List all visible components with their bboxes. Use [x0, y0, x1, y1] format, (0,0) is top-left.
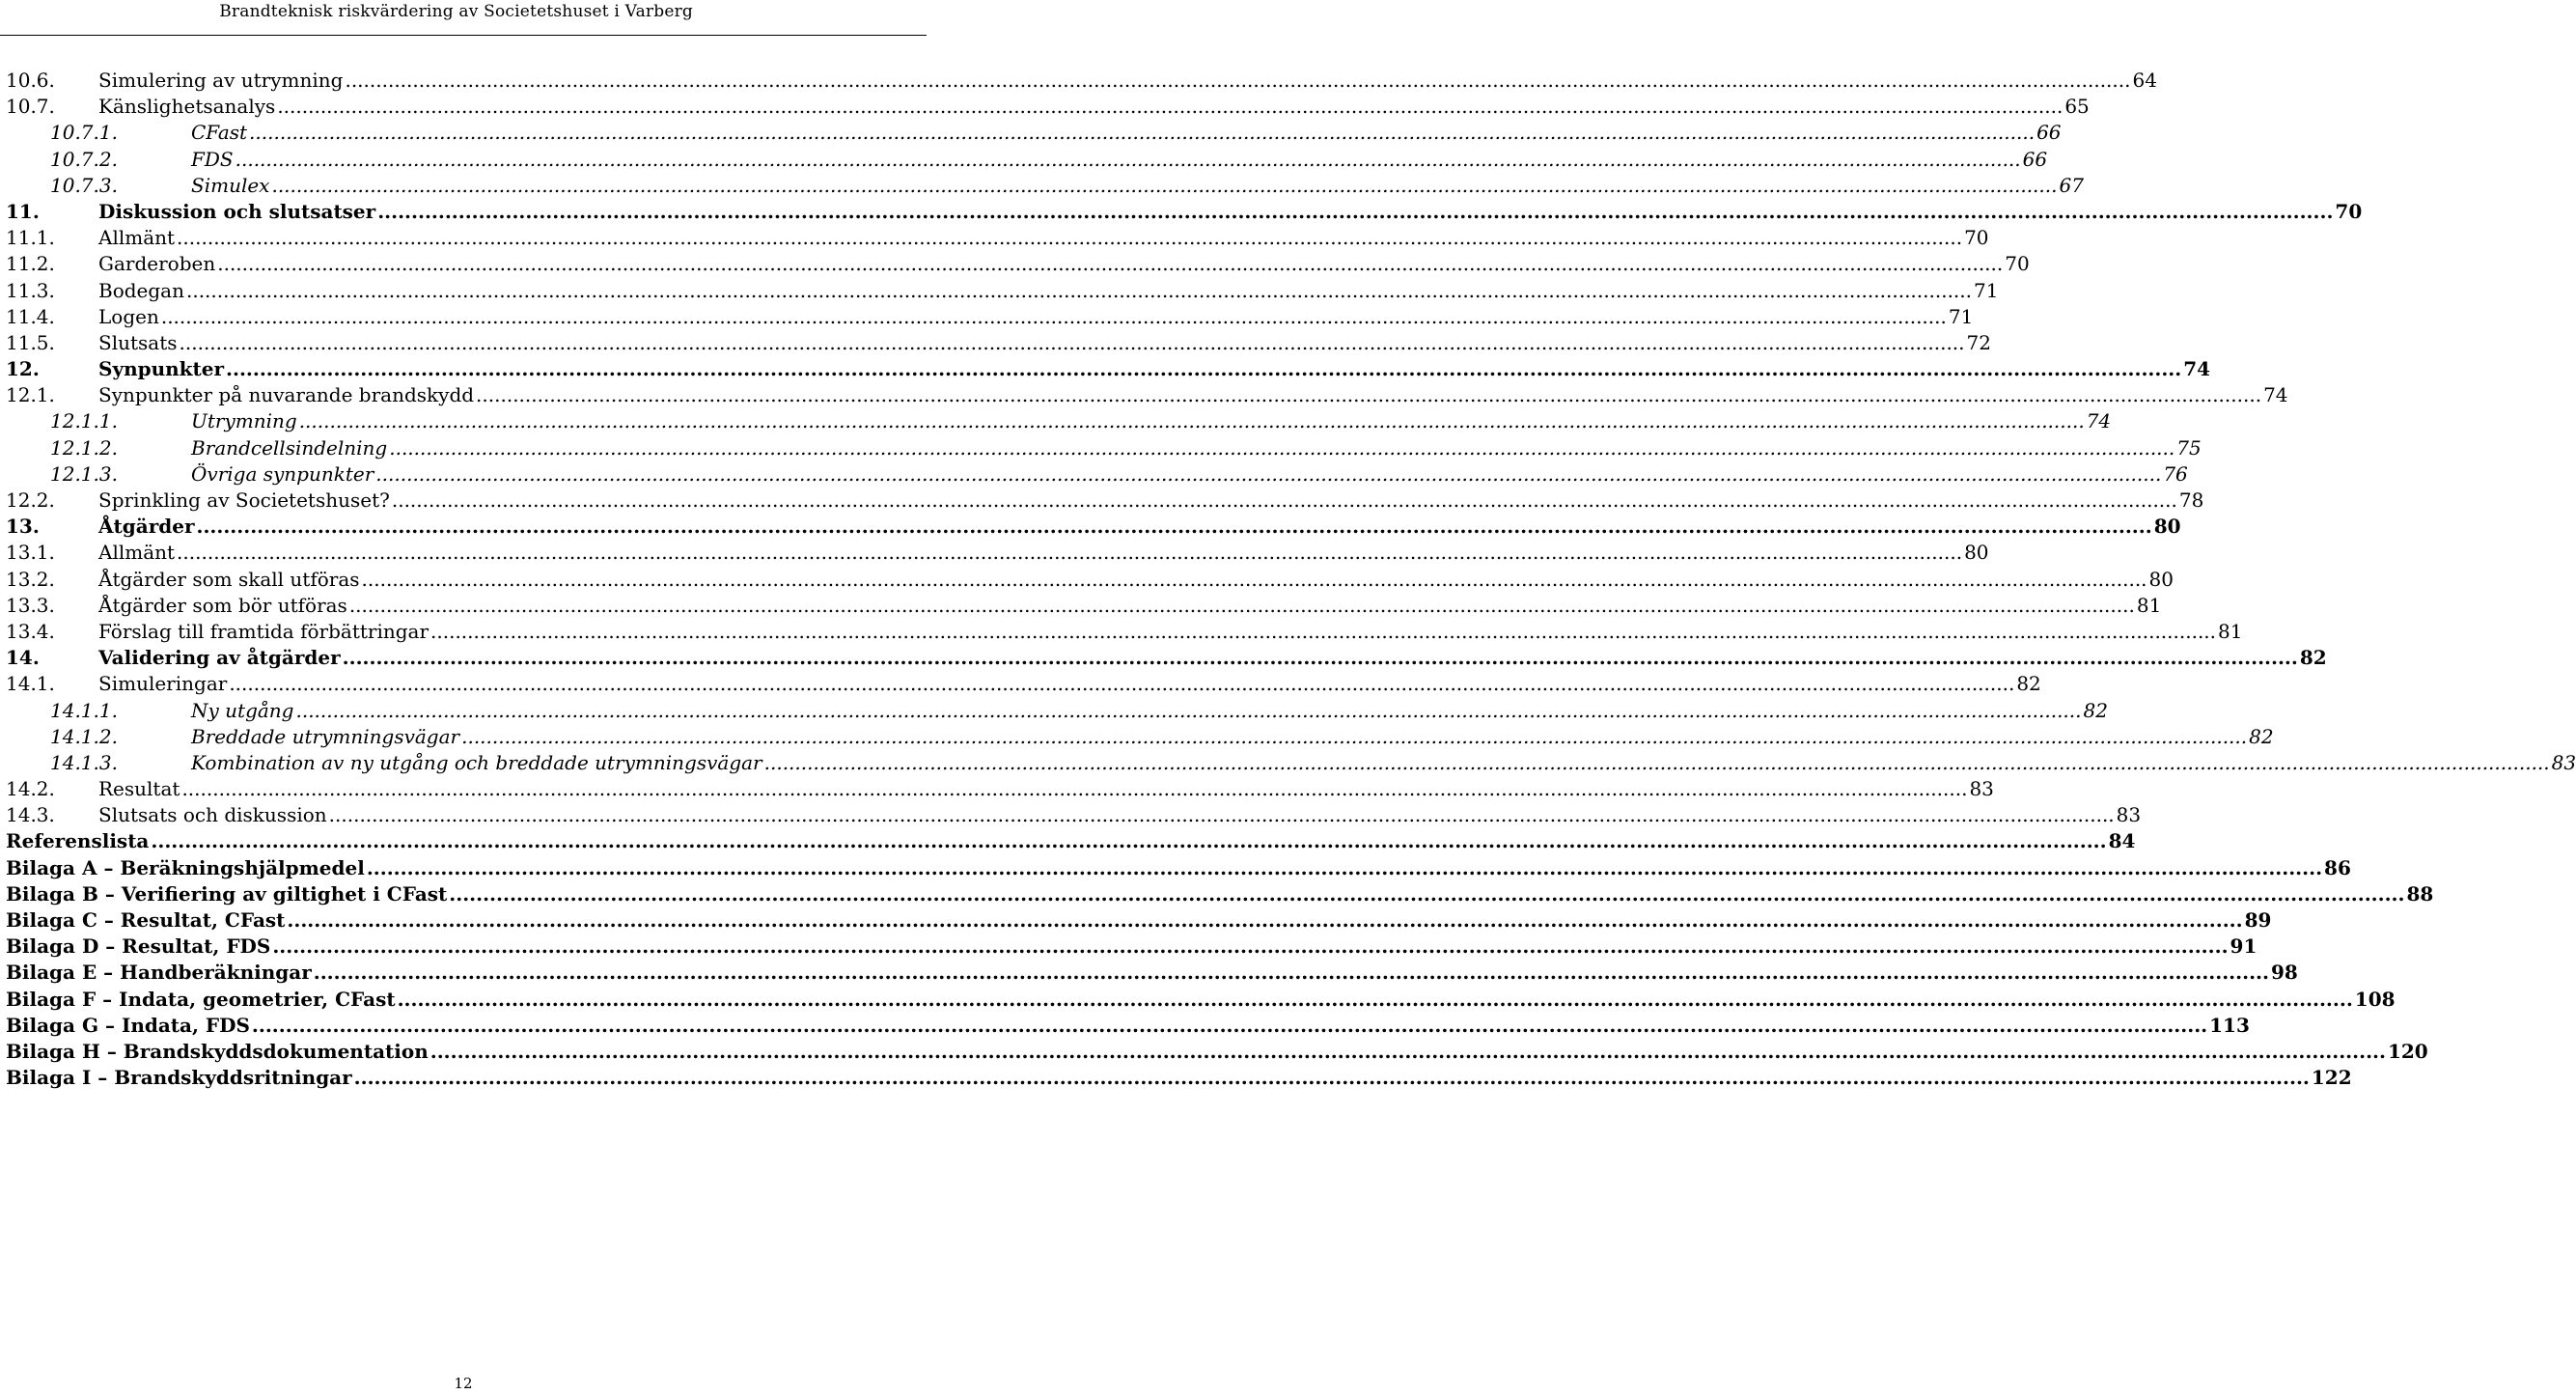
toc-entry-page: 82 [2016, 672, 2041, 696]
toc-entry[interactable] [6, 645, 2327, 671]
toc-entry-title: Simulex [191, 173, 270, 197]
dot-leader [345, 68, 2130, 94]
toc-entry-title: Allmänt [98, 541, 176, 565]
toc-entry-page: 98 [2270, 961, 2298, 985]
toc-entry-number: 12.1.3. [50, 461, 118, 486]
dot-leader [180, 330, 1965, 356]
toc-entry-title: CFast [191, 121, 248, 145]
dot-leader [367, 855, 2322, 881]
toc-entry[interactable] [6, 960, 2298, 986]
toc-entry[interactable] [6, 828, 2136, 854]
toc-entry-number: 14. [6, 646, 40, 670]
dot-leader [161, 304, 1947, 330]
toc-entry-page: 66 [2036, 121, 2062, 145]
toc-entry-page: 122 [2311, 1066, 2352, 1090]
dot-leader [271, 173, 2057, 199]
dot-leader [252, 1013, 2207, 1039]
dot-leader [299, 408, 2085, 434]
toc-entry-page: 67 [2059, 173, 2084, 197]
toc-entry[interactable] [6, 1039, 2428, 1065]
toc-entry-title: Brandcellsindelning [191, 435, 388, 460]
toc-entry[interactable] [6, 356, 2211, 382]
dot-leader [389, 435, 2174, 461]
toc-entry-page: 76 [2163, 461, 2188, 486]
toc-entry-title: Bilaga A – Beräkningshjälpmedel [6, 855, 365, 879]
toc-entry-number: 11.5. [6, 330, 55, 354]
toc-entry-title: Bilaga H – Brandskyddsdokumentation [6, 1039, 429, 1063]
dot-leader [272, 934, 2228, 960]
toc-entry-number: 10.7.3. [50, 173, 118, 197]
toc-entry[interactable] [6, 1065, 2352, 1091]
toc-entry[interactable] [6, 934, 2257, 960]
toc-entry[interactable] [6, 671, 2041, 697]
toc-entry[interactable] [6, 540, 1989, 566]
dot-leader [392, 488, 2177, 514]
toc-entry-page: 74 [2263, 383, 2288, 407]
toc-entry-page: 83 [2551, 750, 2576, 774]
toc-entry-page: 75 [2176, 435, 2202, 460]
toc-entry-number: 12.1.1. [50, 409, 118, 433]
toc-entry-page: 70 [2335, 199, 2363, 223]
toc-entry-page: 83 [1969, 777, 1994, 801]
toc-entry-number: 13.2. [6, 567, 55, 591]
dot-leader [295, 698, 2081, 724]
toc-entry[interactable] [6, 278, 1999, 304]
toc-entry-page: 65 [2064, 95, 2090, 119]
toc-entry-title: Sprinkling av Societetshuset? [98, 488, 390, 512]
toc-entry[interactable] [6, 330, 1991, 356]
dot-leader [181, 776, 1967, 802]
toc-entry-page: 86 [2324, 855, 2351, 879]
toc-entry-page: 80 [1964, 541, 1989, 565]
toc-entry-number: 10.7.2. [50, 147, 118, 171]
toc-entry[interactable] [6, 776, 1994, 802]
toc-entry-title: Ny utgång [191, 698, 294, 722]
toc-entry-number: 13.3. [6, 593, 55, 617]
toc-entry-page: 81 [2136, 593, 2162, 617]
toc-entry-number: 10.6. [6, 69, 55, 92]
toc-entry-number: 12.2. [6, 488, 55, 512]
dot-leader [177, 540, 1962, 566]
toc-entry-number: 13. [6, 515, 40, 539]
toc-entry[interactable] [6, 488, 2204, 514]
toc-entry-page: 74 [2086, 409, 2112, 433]
dot-leader [430, 619, 2216, 645]
toc-entry-number: 12. [6, 357, 40, 381]
toc-entry[interactable] [6, 408, 2112, 434]
toc-entry-number: 11.4. [6, 304, 55, 328]
toc-entry-page: 72 [1966, 330, 1991, 354]
dot-leader [314, 960, 2269, 986]
toc-entry-title: Bodegan [98, 278, 184, 302]
toc-entry-title: Logen [98, 304, 159, 328]
toc-entry[interactable] [6, 619, 2243, 645]
toc-entry-page: 83 [2116, 803, 2142, 827]
toc-entry-title: Bilaga E – Handberäkningar [6, 961, 312, 985]
toc-entry-title: Känslighetsanalys [98, 95, 276, 119]
toc-entry-title: Åtgärder som bör utföras [98, 593, 347, 617]
toc-entry-page: 74 [2183, 357, 2211, 381]
toc-entry-number: 13.1. [6, 541, 55, 565]
toc-entry[interactable] [6, 750, 2576, 776]
toc-entry-title: Garderoben [98, 252, 216, 276]
toc-entry-title: Simuleringar [98, 672, 228, 696]
toc-entry-title: Synpunkter på nuvarande brandskydd [98, 383, 475, 407]
toc-entry[interactable] [6, 907, 2272, 934]
toc-entry-page: 89 [2244, 908, 2272, 932]
toc-entry-title: Synpunkter [98, 357, 225, 381]
toc-entry-title: Åtgärder som skall utföras [98, 567, 360, 591]
dot-leader [398, 987, 2353, 1013]
toc-entry-title: Bilaga B – Verifiering av giltighet i CFast [6, 881, 448, 906]
toc-entry-page: 91 [2230, 934, 2257, 959]
toc-entry-page: 120 [2387, 1039, 2428, 1063]
toc-entry[interactable] [6, 199, 2363, 225]
dot-leader [764, 750, 2550, 776]
toc-entry-title: Referenslista [6, 829, 150, 853]
toc-entry-title: Slutsats och diskussion [98, 803, 327, 827]
toc-entry-title: Utrymning [191, 409, 297, 433]
dot-leader [177, 225, 1962, 251]
toc-entry-title: Åtgärder [98, 515, 195, 539]
toc-entry-number: 13.4. [6, 619, 55, 643]
toc-entry[interactable] [6, 147, 2048, 173]
table-of-contents [6, 68, 2576, 1091]
toc-entry-page: 80 [2148, 567, 2174, 591]
dot-leader [196, 514, 2151, 540]
dot-leader [343, 645, 2298, 671]
dot-leader [186, 278, 1972, 304]
dot-leader [249, 120, 2035, 146]
dot-leader [151, 828, 2106, 854]
dot-leader [377, 199, 2333, 225]
toc-entry[interactable] [6, 461, 2188, 488]
toc-entry-title: Diskussion och slutsatser [98, 199, 376, 223]
toc-entry-number: 12.1.2. [50, 435, 118, 460]
dot-leader [277, 94, 2063, 120]
header-rule [0, 35, 927, 36]
toc-entry[interactable] [6, 987, 2396, 1013]
toc-entry-title: Övriga synpunkter [191, 461, 374, 486]
dot-leader [217, 251, 2003, 277]
toc-entry-page: 70 [1964, 226, 1989, 250]
toc-entry-page: 82 [2299, 646, 2327, 670]
toc-entry[interactable] [6, 1013, 2250, 1039]
toc-entry-page: 71 [1974, 278, 1999, 302]
toc-entry-page: 113 [2209, 1013, 2250, 1037]
toc-entry-number: 10.7. [6, 95, 55, 119]
dot-leader [354, 1065, 2310, 1091]
toc-entry[interactable] [6, 855, 2351, 881]
toc-entry-page: 84 [2108, 829, 2136, 853]
toc-entry[interactable] [6, 435, 2202, 461]
toc-entry[interactable] [6, 593, 2162, 619]
dot-leader [235, 147, 2021, 173]
dot-leader [449, 881, 2404, 907]
toc-entry-title: Bilaga I – Brandskyddsritningar [6, 1066, 352, 1090]
toc-entry-title: Bilaga F – Indata, geometrier, CFast [6, 987, 396, 1011]
toc-entry-title: Kombination av ny utgång och breddade utrymningsvägar [191, 750, 762, 774]
toc-entry[interactable] [6, 173, 2084, 199]
toc-entry-page: 82 [2249, 724, 2274, 748]
toc-entry-number: 14.1.2. [50, 724, 118, 748]
toc-entry-title: Validering av åtgärder [98, 646, 341, 670]
toc-entry-title: Bilaga C – Resultat, CFast [6, 908, 286, 932]
toc-entry-page: 81 [2218, 619, 2243, 643]
page-number: 12 [454, 1375, 473, 1392]
dot-leader [461, 724, 2247, 750]
toc-entry-page: 64 [2132, 69, 2157, 92]
dot-leader [375, 461, 2161, 488]
toc-entry[interactable] [6, 382, 2288, 408]
toc-entry-number: 11.3. [6, 278, 55, 302]
toc-entry-title: Simulering av utrymning [98, 69, 344, 92]
toc-entry[interactable] [6, 567, 2174, 593]
toc-entry-title: Allmänt [98, 226, 176, 250]
toc-entry[interactable] [6, 120, 2062, 146]
running-header: Brandteknisk riskvärdering av Societetshuset i Varberg [219, 2, 693, 21]
toc-entry-title: Bilaga D – Resultat, FDS [6, 934, 271, 959]
dot-leader [226, 356, 2181, 382]
toc-entry-number: 14.2. [6, 777, 55, 801]
toc-entry-page: 78 [2178, 488, 2204, 512]
dot-leader [430, 1039, 2386, 1065]
toc-entry-number: 10.7.1. [50, 121, 118, 145]
toc-entry[interactable] [6, 304, 1974, 330]
toc-entry-title: Förslag till framtida förbättringar [98, 619, 429, 643]
toc-entry-title: Bilaga G – Indata, FDS [6, 1013, 250, 1037]
toc-entry-page: 66 [2022, 147, 2048, 171]
toc-entry-number: 14.1.1. [50, 698, 118, 722]
toc-entry[interactable] [6, 514, 2181, 540]
toc-entry-page: 70 [2005, 252, 2030, 276]
toc-entry[interactable] [6, 225, 1989, 251]
toc-entry-title: Slutsats [98, 330, 178, 354]
toc-entry-title: FDS [191, 147, 234, 171]
toc-entry-number: 11.1. [6, 226, 55, 250]
toc-entry-page: 88 [2406, 881, 2434, 906]
toc-entry[interactable] [6, 94, 2090, 120]
toc-entry[interactable] [6, 724, 2274, 750]
toc-entry-number: 11.2. [6, 252, 55, 276]
toc-entry-number: 14.3. [6, 803, 55, 827]
toc-entry[interactable] [6, 802, 2142, 828]
toc-entry[interactable] [6, 251, 2030, 277]
toc-entry[interactable] [6, 881, 2434, 907]
toc-entry[interactable] [6, 698, 2108, 724]
toc-entry-page: 80 [2153, 515, 2181, 539]
toc-entry-number: 14.1.3. [50, 750, 118, 774]
toc-entry-title: Resultat [98, 777, 180, 801]
toc-entry-number: 14.1. [6, 672, 55, 696]
dot-leader [329, 802, 2115, 828]
dot-leader [476, 382, 2261, 408]
toc-entry-page: 108 [2354, 987, 2396, 1011]
dot-leader [349, 593, 2135, 619]
dot-leader [362, 567, 2147, 593]
dot-leader [229, 671, 2014, 697]
dot-leader [287, 907, 2242, 934]
toc-entry[interactable] [6, 68, 2157, 94]
toc-entry-page: 82 [2083, 698, 2108, 722]
toc-entry-number: 11. [6, 199, 40, 223]
toc-entry-title: Breddade utrymningsvägar [191, 724, 460, 748]
toc-entry-page: 71 [1948, 304, 1974, 328]
toc-entry-number: 12.1. [6, 383, 55, 407]
